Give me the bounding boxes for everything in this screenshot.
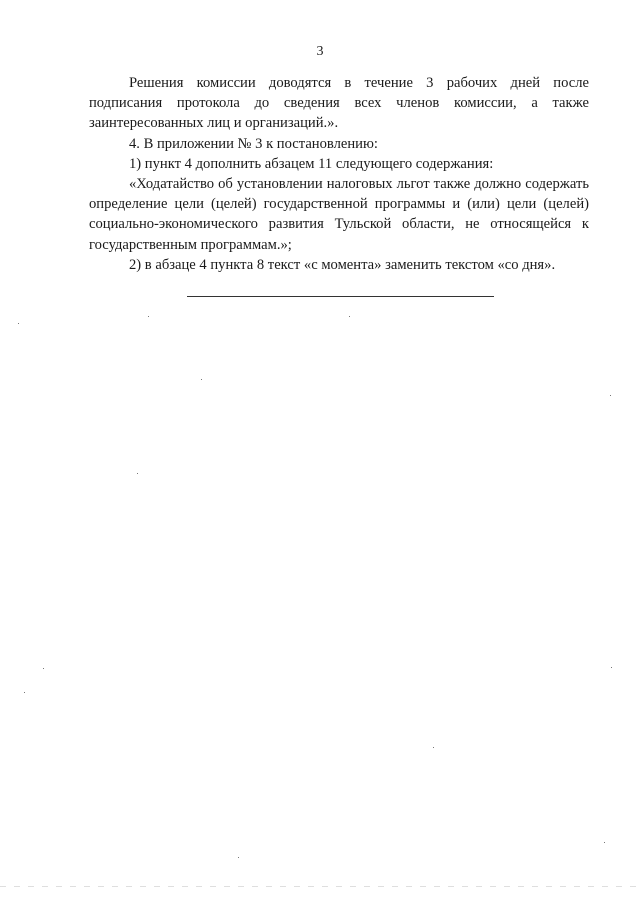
scan-speck [433,747,434,748]
scan-speck [610,395,611,396]
scan-speck [18,323,19,324]
scan-speck [201,379,202,380]
scan-speck [349,316,350,317]
closing-separator-line [187,296,494,297]
paragraph-petition-text: «Ходатайство об установлении налоговых льгот также должно содержать определение цели (целей) государственной программы и (или) цели (целей) социально-экономического развития Тульской области, не относящейся к государственным программам.»; [89,176,589,253]
paragraph-item-1: 1) пункт 4 дополнить абзацем 11 следующего содержания: [129,155,494,172]
scan-speck [604,842,605,843]
paragraph-commission-decisions: Решения комиссии доводятся в течение 3 рабочих дней после подписания протокола до сведения всех членов комиссии, а также заинтересованных лиц и организаций.». [89,75,589,132]
paragraph-appendix-3: 4. В приложении № 3 к постановлению: [129,135,378,152]
scan-speck [24,692,25,693]
document-body [89,73,589,275]
scan-speck [238,857,239,858]
page-number: 3 [316,44,324,59]
scan-speck [43,668,44,669]
scan-speck [148,316,149,317]
scan-speck [137,473,138,474]
scan-edge-artifact [0,886,640,887]
scan-speck [611,667,612,668]
paragraph-item-2: 2) в абзаце 4 пункта 8 текст «с момента» заменить текстом «со дня». [129,256,556,273]
